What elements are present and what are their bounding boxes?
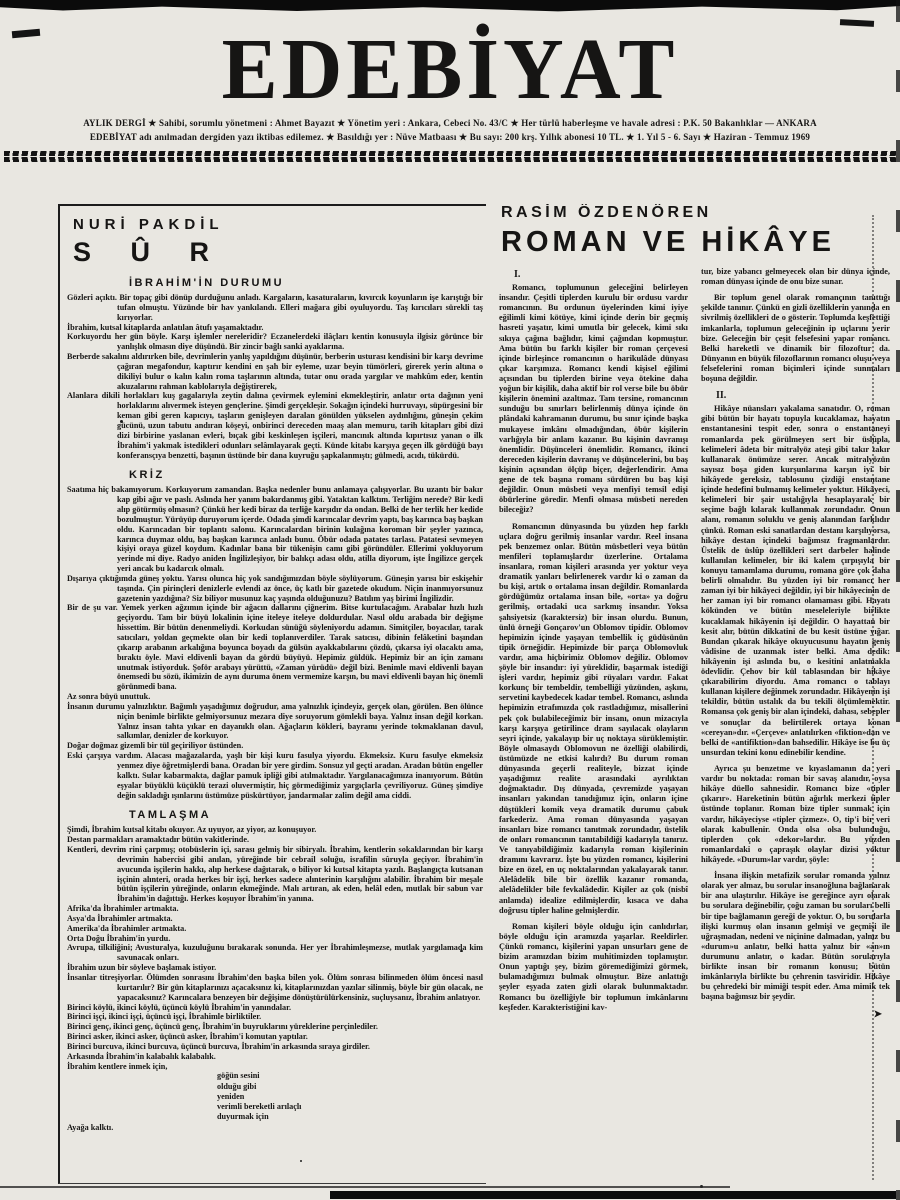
paragraph: İbrahim, kutsal kitaplarda anlatılan âtufı yaşamaktadır. — [67, 322, 264, 332]
paragraph: İnsana ilişkin metafizik sorular romanda yalnız olarak yer almaz, bu sorular insanoğluna bağlanarak bir ana ulaştırılır. Hikâye ise gereğince ayrı olarak bu sorulara değinebilir, çoğu zaman bu soruları belli bir tipe bağlamanın gereği de yoktur. O, bu sorularla ilişki kurmuş olan insanın gelmişi ve geçmişi ile uğraşmadan, nedeni ve niçinine dalmadan, yalnız bu «durum»u anlatır, belki hatta yalnız bir «an»ın durumunu anlatır, o kadar. Bütün sorularıyla birlikte insan bir romanın konusu; bütün imkânlarıyla birlikte bu çehrenin tasviridir. Hikâye bu çehredeki bir mimiği tespit eder. Ama mimik tek başına bağımsız bir şeydir. — [701, 871, 890, 1002]
left-article — [58, 204, 486, 1184]
content-columns — [58, 204, 890, 1184]
column-2 — [701, 267, 890, 1164]
paragraph: Arkasında İbrahim'in kalabalık kalabalık. — [67, 1051, 216, 1061]
paragraph: Şimdi, İbrahim kutsal kitabı okuyor. Az uyuyor, az yiyor, az konuşuyor. — [67, 825, 317, 835]
paragraph: Ayrıca şu benzetme ve kıyaslamanın da yeri vardır bu noktada: roman bir savaş alanıdır, oysa hikâye düello sahnesidir. Romancı bize «tipler çıkarır». Hareketinin bütün ağırlık merkezi tipler üstünde toplanır. Roman bize tipler sunmak için vardır, hikâyeciyse «tipler çizmez». O, tip'i bir veri olarak kabullenir. Onda olsa olsa bulunduğu, tiplerden çok «dekor»lardır. Bu yüzden romanlardaki o çapraşık olaylar dizisi yoktur hikâyede. «Durum»lar vardır, şöyle: — [701, 764, 890, 865]
masthead-info-line1: AYLIK DERGİ ★ Sahibi, sorumlu yönetmeni : Ahmet Bayazıt ★ Yönetim yeri : Ankara, Cebeci No. 43/C ★ Her türlü haberleşme ve havale adresi : P.K. 50 Bakanlıklar — ANKARA — [83, 117, 817, 128]
paragraph: Dışarıya çıktığımda güneş yoktu. Yarısı olunca hiç yok sandığımızdan böyle söylüyorum. Güneşin yarısı bir eskişehir taşında. Çin pirinçleri denizlerle evlendi az önce, üç katlı bir gazetede okudum. Niçin inanmıyorsunuz gazetenin yazdığına? Siz biliyor musunuz kaç yaşında olduğunuzu? Batılım yaş birimi İngilizdir. — [67, 573, 483, 603]
paragraph: Bir de şu var. Yemek yerken ağzımın içinde bir ağacın dallarını çiğnerim. Bitse kurtulacağım. Arabalar hızlı hızlı geçiyordu. Tam bir büyü lokalinin içine iteleye iteleye doldurdular. Nasıl oldu arabada bir değişme hissettim. Bir bütün denenmeliydi. Korkudan sünüğü söyleniyordu adamın. Simitçiler, boyacılar, tarak satıcıları, yoldan geçmekte olan bir kedi toplanıverdiler. Tarak satıcısı, dibinin felâketini başından çıkarıp arabanın arkalığına boyunca boyadı da gülsün ayakkabılarını çözdü, çıkarsa iyi olacaktı ama, bıraktı öyle. Mavi eldivenli bayan da gördü büyüyü. Hepimiz güldük. Hepimiz bir an için zamanı unutmak istiyorduk. Şoför arabayı yürüttü, «Zaman yürüdü» değil bizi. Benimle mavi eldivenli bayan önemsedi bu sözü, ikimizin de aynı duruma önem vermemize karşın, bu mavi eldivenli bayan hiç önemli görünmedi bana. — [67, 603, 483, 692]
paragraph: Birinci asker, ikinci asker, üçüncü asker, İbrahim'i komutan yaptılar. — [67, 1032, 308, 1042]
paragraph: Birinci genç, ikinci genç, üçüncü genç, İbrahim'in buyruklarını yüreklerine perçinlediler. — [67, 1022, 378, 1032]
masthead-info-line2: EDEBİYAT adı anılmadan dergiden yazı iktibas edilemez. ★ Basıldığı yer : Nüve Matbaası ★ Bu sayı: 200 krş. Yıllık abonesi 10 TL. ★ 1. Yıl 5 - 6. Sayı ★ Haziran - Temmuz 1969 — [89, 131, 811, 142]
paragraph: Orta Doğu İbrahim'in yurdu. — [67, 933, 171, 943]
right-subcolumns — [499, 267, 890, 1164]
left-article-author: NURİ PAKDİL — [73, 216, 224, 233]
magazine-title: EDEBİYAT — [221, 21, 679, 118]
paragraph: Alanlara dikili horlakları kuş gagalarıyla zeytin dalına çevirmek eylemini ekmekleştirir, anlatır orta dağının yeni horlaklarını alıvermek isteyen gençlerine. Şimdi gerçekleşir. Sokağın içindeki hurruvayı, süpürgesini bir keman gibi geren kapıcıyı, taşların genişleyen daralan gönülden yükselen aydınlığını, güneşin çekim gücünü, uzun tabutu andıran köşeyi, onbirinci dereceden maaş alan memuru, tarih kitapları gibi dizi dizi birbirine yaslanan evleri, bıçak gibi keskinleşen işçileri, mancınık altında kıpırtısız yanan o ilk İbrahim'i yakmak istedikleri odunları selâmlayarak geçti. Künde kitabı karşıya geçen ilk gördüğü bayı konferansçıya benzetti, başının üstünde bir dana kuyruğu şapkalanmıştı; gülmedi, acıdı, tükürdü. — [67, 391, 483, 460]
right-article-author: RASİM ÖZDENÖREN — [501, 204, 712, 221]
right-article-title: ROMAN VE HİKÂYE — [501, 226, 835, 258]
paragraph: Avrupa, tilkiliğini; Avusturalya, kuzuluğunu bırakarak sonunda. Her yer İbrahimleşmezse, mutlak yargılamada kim savunacak onları. — [67, 943, 483, 963]
paragraph: Korkuyordu her gün böyle. Karşı işlemler nereleridir? Eczanelerdeki ilâçları kentin konusuyla ilgisiz görünce bir yanlışlık olmasın diye düşündü. Bir zincir bağlı sanki ayaklarına. — [67, 332, 483, 352]
masthead — [0, 0, 900, 162]
continuation-arrow-icon: ➤ — [873, 1008, 882, 1020]
paragraph: İnsanlar titreşiyorlar. Ölümden sonrasını İbrahim'den başka bilen yok. Ölüm sonrası bilinmeden ölüm öncesi nasıl kurtarılır? Bir gün kitaplarınızı açacaksınız ki, kitaplarınızdan yazılar silinmiş, böyle bir gün olacak, ne yapacaksınız? Karıncalara benzeyen bir değişime dönüştürülürkensiniz, suçluysanız, İbrahim anlatıyor. — [67, 973, 483, 1002]
section-heading-ibrahim: İBRAHİM'İN DURUMU — [129, 277, 285, 289]
paragraph: Az sonra büyü unuttuk. — [67, 692, 151, 702]
paragraph: Afrika'da İbrahimler artmakta. — [67, 904, 179, 914]
scan-bottom-bar — [330, 1191, 896, 1199]
verse-line: olduğu gibi — [217, 1081, 257, 1091]
paragraph: Destan parmakları aramaktadır bütün vakitlerinde. — [67, 835, 250, 845]
section-heading-tamlasma: TAMLAŞMA — [129, 809, 212, 822]
paragraph: Romancının dünyasında bu yüzden hep farklı uçlara doğru gerilmiş insanlar vardır. Reel insana pek benzemez onlar. Bütün müsbetleri veya bütün menfileri toplamışlardır üzerlerine. Ortalama insanlara, roman kişileri arasında yer yoktur veya dramatik yanları belirlenerek vardır ki o zaman da bu kişi, artık o ortalama insan değildir. Romanlarda gördüğümüz ortalama insan bile, «orta» ya doğru gerilmiş, ortadaki uca sarkmış insandır. Yoksa şahsiyetsiz (karaktersiz) bir insan olurdu. Bunun, ünlü örneği Gonçarov'un Oblomov tipidir. Oblomov hepimizin içinde yaşayan tembellik iç güdüsünün tipik örneğidir. Hepimizde bir parça Oblomovluk vardır, ama hiçbirimiz Oblomov değiliz. Oblomov şöyle bir insandır: iyi yüreklidir, başarmak istediği işleri vardır, hepimiz gibi rüyaları vardır. Fakat korkunç bir tembeldir, tembelliği yüzünden, aşkını, servetini kaybedecek kadar tembel. Romancı, aslında hepimizin etrafımızda çok rastladığımız, misallerini pek çok bulabileceğimiz bir insanı, onun mizacıyla karşı karşıya getirilince dram sayılacak olayların seyri içinde, yakalayıp bir uç noktaya sürüklemiştir. Böyle olmasaydı Oblomovun ne özelliği olabilirdi, üstümüzde ne etkisi kalırdı? Bu durum roman dünyasında geçerli realiteyle, bizzat içinde yaşadığımız realite arasındaki ayrılıktan doğmaktadır. Dış dünyada, çevremizde yaşayan insanları yakından tanıdığımız için, onların içine düştükleri komik veya dramatik durumu çabuk farkederiz. Ama roman dünyasında yaşayan insanları bize romancı tanıtmak zorundadır, üstelik de onları romancının tanıtabildiği kadarıyla tanırız. Ve tanıyabildiğimiz kadarıyla roman kişilerinin dramını kavrarız. İşte bu yüzden romancı, kişilerini bize en özel, en uç noktalarından yakalayarak tanır. Alelâdelik bile bir özellik kazanır romanda, alelâdelikler bile fevkalâdedir. Kişiler az çok (nisbî anlamda) idealize edilmişlerdir, kısaca ve daha doğrusu tipler haline gelmişlerdir. — [499, 521, 688, 915]
column-1 — [499, 267, 688, 1164]
right-article — [499, 204, 890, 1184]
paragraph: Amerika'da İbrahimler artmakta. — [67, 923, 187, 933]
verse-line: göğün sesini — [217, 1071, 260, 1081]
paragraph: İnsanın durumu yalnızlıktır. Bağımlı yaşadığımız doğrudur, ama yalnızlık içindeyiz, gerçek olan, görülen. Ben ölünce niçin benimle birlikte gelmiyorsunuz mezara diye soruyorum gömlekli baya. Yalnız insan değil korkan. Yalnız insan tahta yıkar en dayanıklı olan. Ağaçların kökleri, bayramı yerinde tokmaklanan davul, salkımlar, denizler de korkuyor. — [67, 701, 483, 741]
verse-line: verimli bereketli arılaçlı — [217, 1102, 302, 1112]
paragraph: Birinci işçi, ikinci işçi, üçüncü işçi, İbrahimle birliktiler. — [67, 1012, 262, 1022]
paragraph: Birinci köylü, ikinci köylü, üçüncü köylü İbrahim'in yanındalar. — [67, 1002, 292, 1012]
part-label-2: II. — [716, 390, 727, 402]
paragraph: Doğar doğmaz gizemli bir tül geçiriliyor üstünden. — [67, 741, 244, 751]
paragraph: Ayağa kalktı. — [67, 1122, 114, 1132]
paragraph: tur, bize yabancı gelmeyecek olan bir dünya içinde, roman dünyası içinde de onu bize sunar. — [701, 267, 890, 287]
paragraph: Eski çarşıya vardım. Alacası mağazalarda, yaşlı bir kişi kuru fasulya yiyordu. Ekmeksiz. Kuru fasulye ekmeksiz yenmez diye öğretmişlerdi bana. Oradan bir yere girdim. Sonsuz yıl geçti aradan. Aradan bütün engeller kalktı. Sular kabarmakta, dağlar pamuk ipliği gibi atılmaktadır. Yargılanacağımıza inanıyorum. Bütün eşyalar büyüklü küçüklü terazi oluvermiştir, hiç görmediğimiz yargıçlarla çevriliyoruz. Güneş şimdiye değin sakladığı ışınlarını üstümüze püskürtüyor, jandarmalar zalim değil ama ciddi. — [67, 751, 483, 800]
paragraph: Romancı, toplumunun geleceğini belirleyen insandır. Çeşitli tiplerden kurulu bir ordusu vardır romancının. Bu ordunun üyelerinden kimi iyiye eğilimli kimi kötüye, kimi içinde derin bir geçmiş hasreti yaşatır, kimi umutla bir gelecek, kimi sıkı sıkıya çağına bağlıdır, kimi çağından kopmuştur. Ama bütün bu farklı kişiler bir roman çerçevesi içinde birleşince romancının o harikulâde dünyası çıkar karşımıza. Romancı kendi kişisel eğilimi açısından bu tiplerden birine veya ötekine daha yoğun bir kişilik, daha aktif bir rol verse bile bu öbür kişilerin önemini azaltmaz. Tam tersine, romancının sunduğu bu sınırları belirlenmiş dünya içinde ön plândaki kahramanın durumu, bu sınır içinde başka mukayese imkânı olmadığından, öbür kişilerin varlığıyla bir anlam kazanır. Bu kişinin davranışı önemlidir. Düşünceleri önemlidir. Romancı, ikinci dereceden kişilerin davranış ve düşüncelerini, bu baş kişinin açısından ölçüp biçer, değerlendirir. Ama gene de tek başına romanı sürdüren bu baş kişi değildir. Onun müsbeti veya menfiyi temsil edişi öbürlerine göredir. Menfi olmasa müsbeti nereden bileceğiz? — [499, 283, 688, 515]
verse-line: duyurmak için — [217, 1112, 269, 1122]
verse-line: yeniden — [217, 1091, 245, 1101]
paragraph: Birinci burcuva, ikinci burcuva, üçüncü burcuva, İbrahim'in arkasında sıraya girdiler. — [67, 1041, 370, 1051]
paragraph: Berberde sakalını aldırırken bile, devrimlerin yanlış yapıldığını düşünür, berberin usturası kendisini bir karşı devrime çağıran megafondur, kaptırır kendini en şah bir eyleme, uzar beyin tümörleri, girerek yerin altına o dikiliyi bulur o kalın kalın roma taşlarının altında, tutar onu orada yargılar ve mahkûm eder, kentin akuzalarını rahman kablolarıyla değiştirerek, — [67, 352, 483, 391]
paragraph: Kentleri, devrim rini çarpmış; otobüslerin içi, sarası gelmiş bir sibiryalı. İbrahim, kentlerin sokaklarından bir karşı devrimin habercisi gibi anılan, yüreğinde bir cebrail soluğu, israfilin sûruyla geçiyor. İbrahim'in avucunda işçilerin hakkı, alıp herkese dağıtarak, o biliyor ki kutsal kitapta yazılı. Başlangıçta kutsanan işçinin alınteri, orada herkes bir işçi, herkes sadece alınterinin karşılığını alabilir. İbrahim bir meşale bütün işçilerin yüreğinde, onların ekmeğinde. Malı artıran, ak eden, helâl eden, mutlak bir sabun var İbrahim'in dağıttığı. Herkes koşuyor İbrahim'in yanına. — [67, 845, 483, 904]
paragraph: Gözleri açıktı. Bir topaç gibi dönüp durduğunu anladı. Kargaların, kasaturaların, kıvırcık koyunların işe karıştığı bir tufan olmuştu. Yüzünde bir hav yankılandı. Elleri mağara gibi oyuluyordu. Taş kırıcıları sürekli taş kırıyorlar. — [67, 293, 483, 322]
part-label-1: I. — [514, 269, 521, 280]
paragraph: Roman kişileri böyle olduğu için canlıdırlar, böyle olduğu için aramızda yaşarlar. Reeldirler. Çünkü romancı, kişilerini yapan unsurları gene de bizim aramızdan bizim muhitimizden toplamıştır. Onun yaptığı şey, bizim göremediğimizi görmek, bulamadığımızı bulmak olmuştur. Bize anlattığı şeyler eşyada zaten gizli olarak bulunmaktadır. Romancı bu özelliğiyle bir toplumun imkânlarını keşfeder. Karakteristiğini kav- — [499, 921, 688, 1012]
paragraph: Saatıma hiç bakamıyorum. Korkuyorum zamandan. Başka nedenler bunu anlamaya çalışıyorlar. Bu uzantı bir bakır kap gibi ağır ve paslı. Aslında her yanım bakırdanmış gibi. Yataktan kalktım. Terliğim nerede? Bir kedi alıp götürmüş olmasın? Çünkü her kedi biraz da terliğe karşıdır da ondan. Belki de her terlik her kedide bozulmuştur. Yürüyüp duruyorum içerde. Odada şimdi karıncalar devrim yaptı, baş karınca baş başkan oldu. Karıncadan bir toplantı salonu. Karıncalardan birinin kulağına koroman bir şeyler yazınca, karınca duymaz oldu, baş başkan karınca anladı bunu. Öbür odada patates tarlası. Patatesi sevmeyen kişiyi oraya güzel koydum. Kadınlar bana bir tükenişin camı gibi göründüler. Ellerimi yokluyorum yerinde mi diye. Radyo aniden İngilizleşiyor, bir balıkçı adası oldu, atilla diyorum, işte İngilizce gerçek yeri ancak bu kadarcık olmalı. — [67, 485, 483, 574]
masthead-info — [0, 117, 900, 145]
scan-bottom-line — [0, 1186, 730, 1188]
left-article-title: S Û R — [73, 237, 226, 267]
paragraph: İbrahim kentlere inmek için, — [67, 1061, 168, 1071]
paragraph: Hikâye nüansları yakalama sanatıdır. O, roman gibi bütün bir hayatı topuyla kucaklamaz, hayatın enstantanesini tespit eder, sonra o enstantaneyi romanlarda pek görülmeyen sert bir üslûpla, kelimeleri âdeta bir mitralyöz ateşi gibi takır takır kullanarak önümüze serer. Ancak mitralyözün sayısız boşa giden kurşunlarına karşın iyi bir hikâyede gereksiz, tablosunu çizdiği enstantane içinde hedefini bulmamış kelimeler yoktur. Hikâyeci, kelimeleri bir şair ustalığıyla hesaplayarak bir seçime bağlı kılarak kullanmak zorundadır. Onun alanı, romanın soluklu ve geniş alanından farklıdır çünkü. Roman eski sanatlardan destanı karşılıyorsa, hikâye destan içindeki bağımsız fragmanlardır. Üstelik de üslûp özellikleri sert darbeler halinde kullanılan kelimeler, bir iki kalem çırpışıyla bir konuyu tamamlama durumu, romana göre çok daha belirli olmalıdır. Bu yüzden iyi bir romancı her zaman iyi bir hikâyeci değildir, iyi bir hikâyecinin de her zaman iyi bir romancı olamaması gibi. Hayatı kökünden ve bütün meseleleriyle birlikte kucaklamak hikâyenin işi değildir. O hayattan bir kesit alır, bütün dikkatini de bu kesit üstüne yığar. Bundan çıkarak hikâye okuyucusunu hayatın geniş vâdisine de uzanmak ister belki. Ama dedik: hikâyenin işi aslında bu, o kesitini anlatmakla ödevlidir. Çehov bir kül tablasından bir hikâye çıkarabilirim diyordu. Ama romancı o tablayı kullanan kişilere değinmek zorundadır. Hikâyenin işi tekildir, bütün ustalık da bu tekili ölçümlemektir. Romansa çok geniş bir alan içindeki, dahası, sebepler ve sonuçlar da belirtilerek ortaya konan «cereyan»dır. «Çerçeve» anlatılırken «fiktion»dan ve belki de «antifiktion»dan bahsedilir. Hikâye ise bu üç unsurdan tekini konu edinebilir kendine. — [701, 404, 890, 757]
paragraph: İbrahim uzun bir söyleve başlamak istiyor. — [67, 963, 217, 973]
scan-right-edge — [896, 0, 900, 1200]
chain-rule-divider — [4, 151, 896, 162]
section-heading-kriz: KRİZ — [129, 469, 165, 482]
paragraph: Bir toplum genel olarak romancının tanıttığı şekilde tanınır. Çünkü en gizli özelliklerin yanında en sivrilmiş özellikleri de o gösterir. Toplumda keşfettiği imkanlarla, toplumun geleceğinin ip uçlarını verir bize. Geleceğin bir çeşit felsefesini yapar romancı. Belki hareketli ve dinamik bir filozoftur da. Dünyanın en büyük filozoflarının romancı oluşu veya felsefelerini roman biçimleri içinde sunmaları boşuna değildir. — [701, 293, 890, 384]
paragraph: Asya'da İbrahimler artmakta. — [67, 913, 173, 923]
